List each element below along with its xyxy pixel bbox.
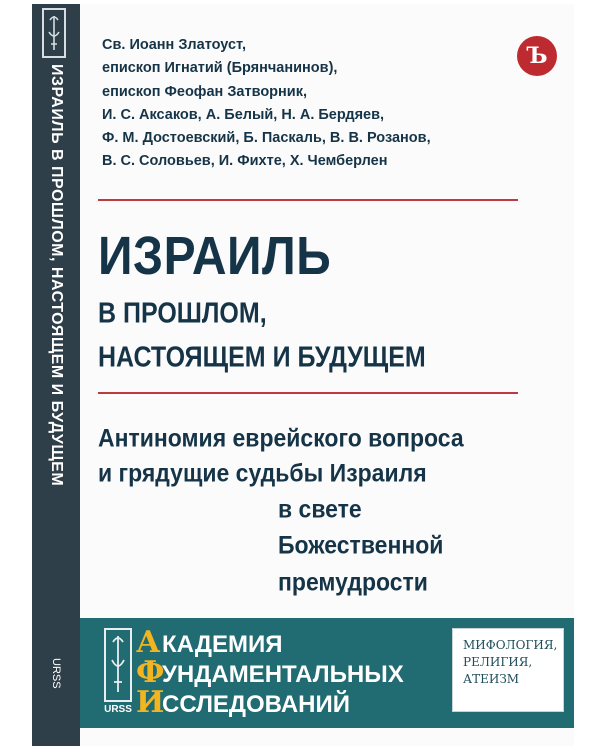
lyre-logo-icon <box>42 8 66 58</box>
author-line: епископ Феофан Затворник, <box>102 83 307 100</box>
front-cover <box>80 4 574 746</box>
book-title-line-3: НАСТОЯЩЕМ И БУДУЩЕМ <box>98 341 426 374</box>
series-band <box>80 618 574 728</box>
series-initial: Ф <box>136 655 165 690</box>
author-line: И. С. Аксаков, А. Белый, Н. А. Бердяев, <box>102 106 385 123</box>
author-list <box>102 34 542 174</box>
series-publisher: URSS <box>104 704 132 715</box>
bottom-divider <box>98 392 518 394</box>
author-line: епископ Игнатий (Брянчанинов), <box>102 60 338 77</box>
series-initial: А <box>136 625 161 660</box>
series-line <box>136 685 456 720</box>
topics-label <box>452 628 564 712</box>
subtitle-line: Божественной <box>278 531 444 560</box>
subtitle-line: и грядущие судьбы Израиля <box>98 459 427 488</box>
author-line: Св. Иоанн Златоуст, <box>102 37 247 53</box>
series-initial: И <box>136 685 165 720</box>
topic-line: РЕЛИГИЯ, <box>463 655 533 669</box>
topic-line: МИФОЛОГИЯ, <box>463 638 558 652</box>
series-title <box>136 625 456 720</box>
author-line: Ф. М. Достоевский, Б. Паскаль, В. В. Розанов, <box>102 130 431 147</box>
series-word: УНДАМЕНТАЛЬНЫХ <box>162 661 404 688</box>
spine-publisher-text: URSS <box>50 658 62 689</box>
subtitle-line: в свете <box>278 495 362 524</box>
top-divider <box>98 199 518 201</box>
lyre-logo-icon <box>104 628 132 702</box>
book-spine <box>32 4 80 746</box>
book-cover <box>32 4 574 746</box>
subtitle-line: премудрости <box>278 568 428 597</box>
publisher-logo-icon: Ъ <box>517 36 557 76</box>
spine-title-text: ИЗРАИЛЬ В ПРОШЛОМ, НАСТОЯЩЕМ И БУДУЩЕМ <box>48 64 65 487</box>
series-line <box>136 625 456 660</box>
book-title-line-2: В ПРОШЛОМ, <box>98 297 267 330</box>
author-line: В. С. Соловьев, И. Фихте, Х. Чемберлен <box>102 153 388 170</box>
book-title-main: ИЗРАИЛЬ <box>98 227 332 287</box>
series-word: КАДЕМИЯ <box>162 631 283 658</box>
series-line <box>136 655 456 690</box>
series-word: ССЛЕДОВАНИЙ <box>162 691 350 718</box>
topic-line: АТЕИЗМ <box>463 672 520 686</box>
subtitle-line: Антиномия еврейского вопроса <box>98 424 464 453</box>
